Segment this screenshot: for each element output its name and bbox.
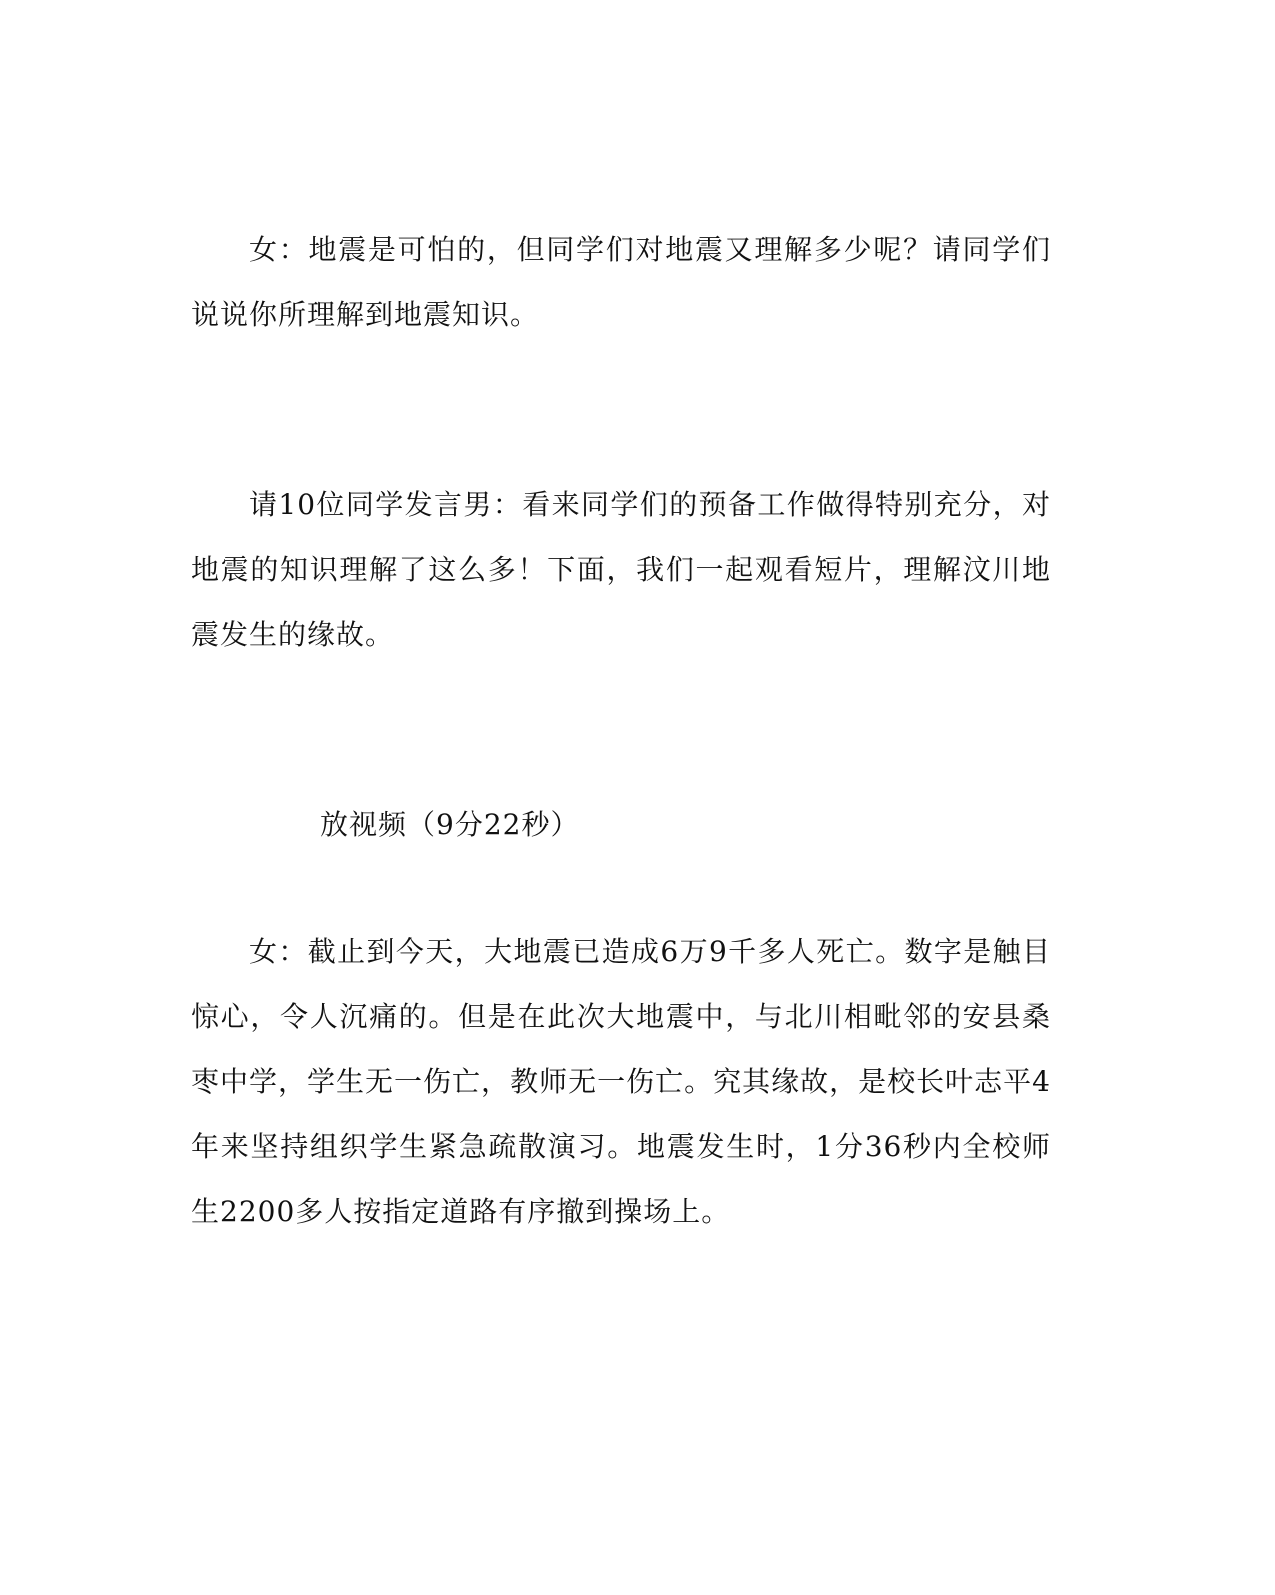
dialogue-paragraph-male-response: 请10位同学发言男：看来同学们的预备工作做得特别充分，对地震的知识理解了这么多！下面，我们一起观看短片，理解汶川地震发生的缘故。 xyxy=(191,488,1051,651)
video-cue: 放视频（9分22秒） xyxy=(320,808,580,841)
dialogue-paragraph-female-statement: 女：截止到今天，大地震已造成6万9千多人死亡。数字是触目惊心，令人沉痛的。但是在此次大地震中，与北川相毗邻的安县桑枣中学，学生无一伤亡，教师无一伤亡。究其缘故，是校长叶志平4年来坚持组织学生紧急疏散演习。地震发生时，1分36秒内全校师生2200多人按指定道路有序撤到操场上。 xyxy=(191,935,1051,1228)
dialogue-paragraph-female-question: 女：地震是可怕的，但同学们对地震又理解多少呢？请同学们说说你所理解到地震知识。 xyxy=(191,233,1051,331)
